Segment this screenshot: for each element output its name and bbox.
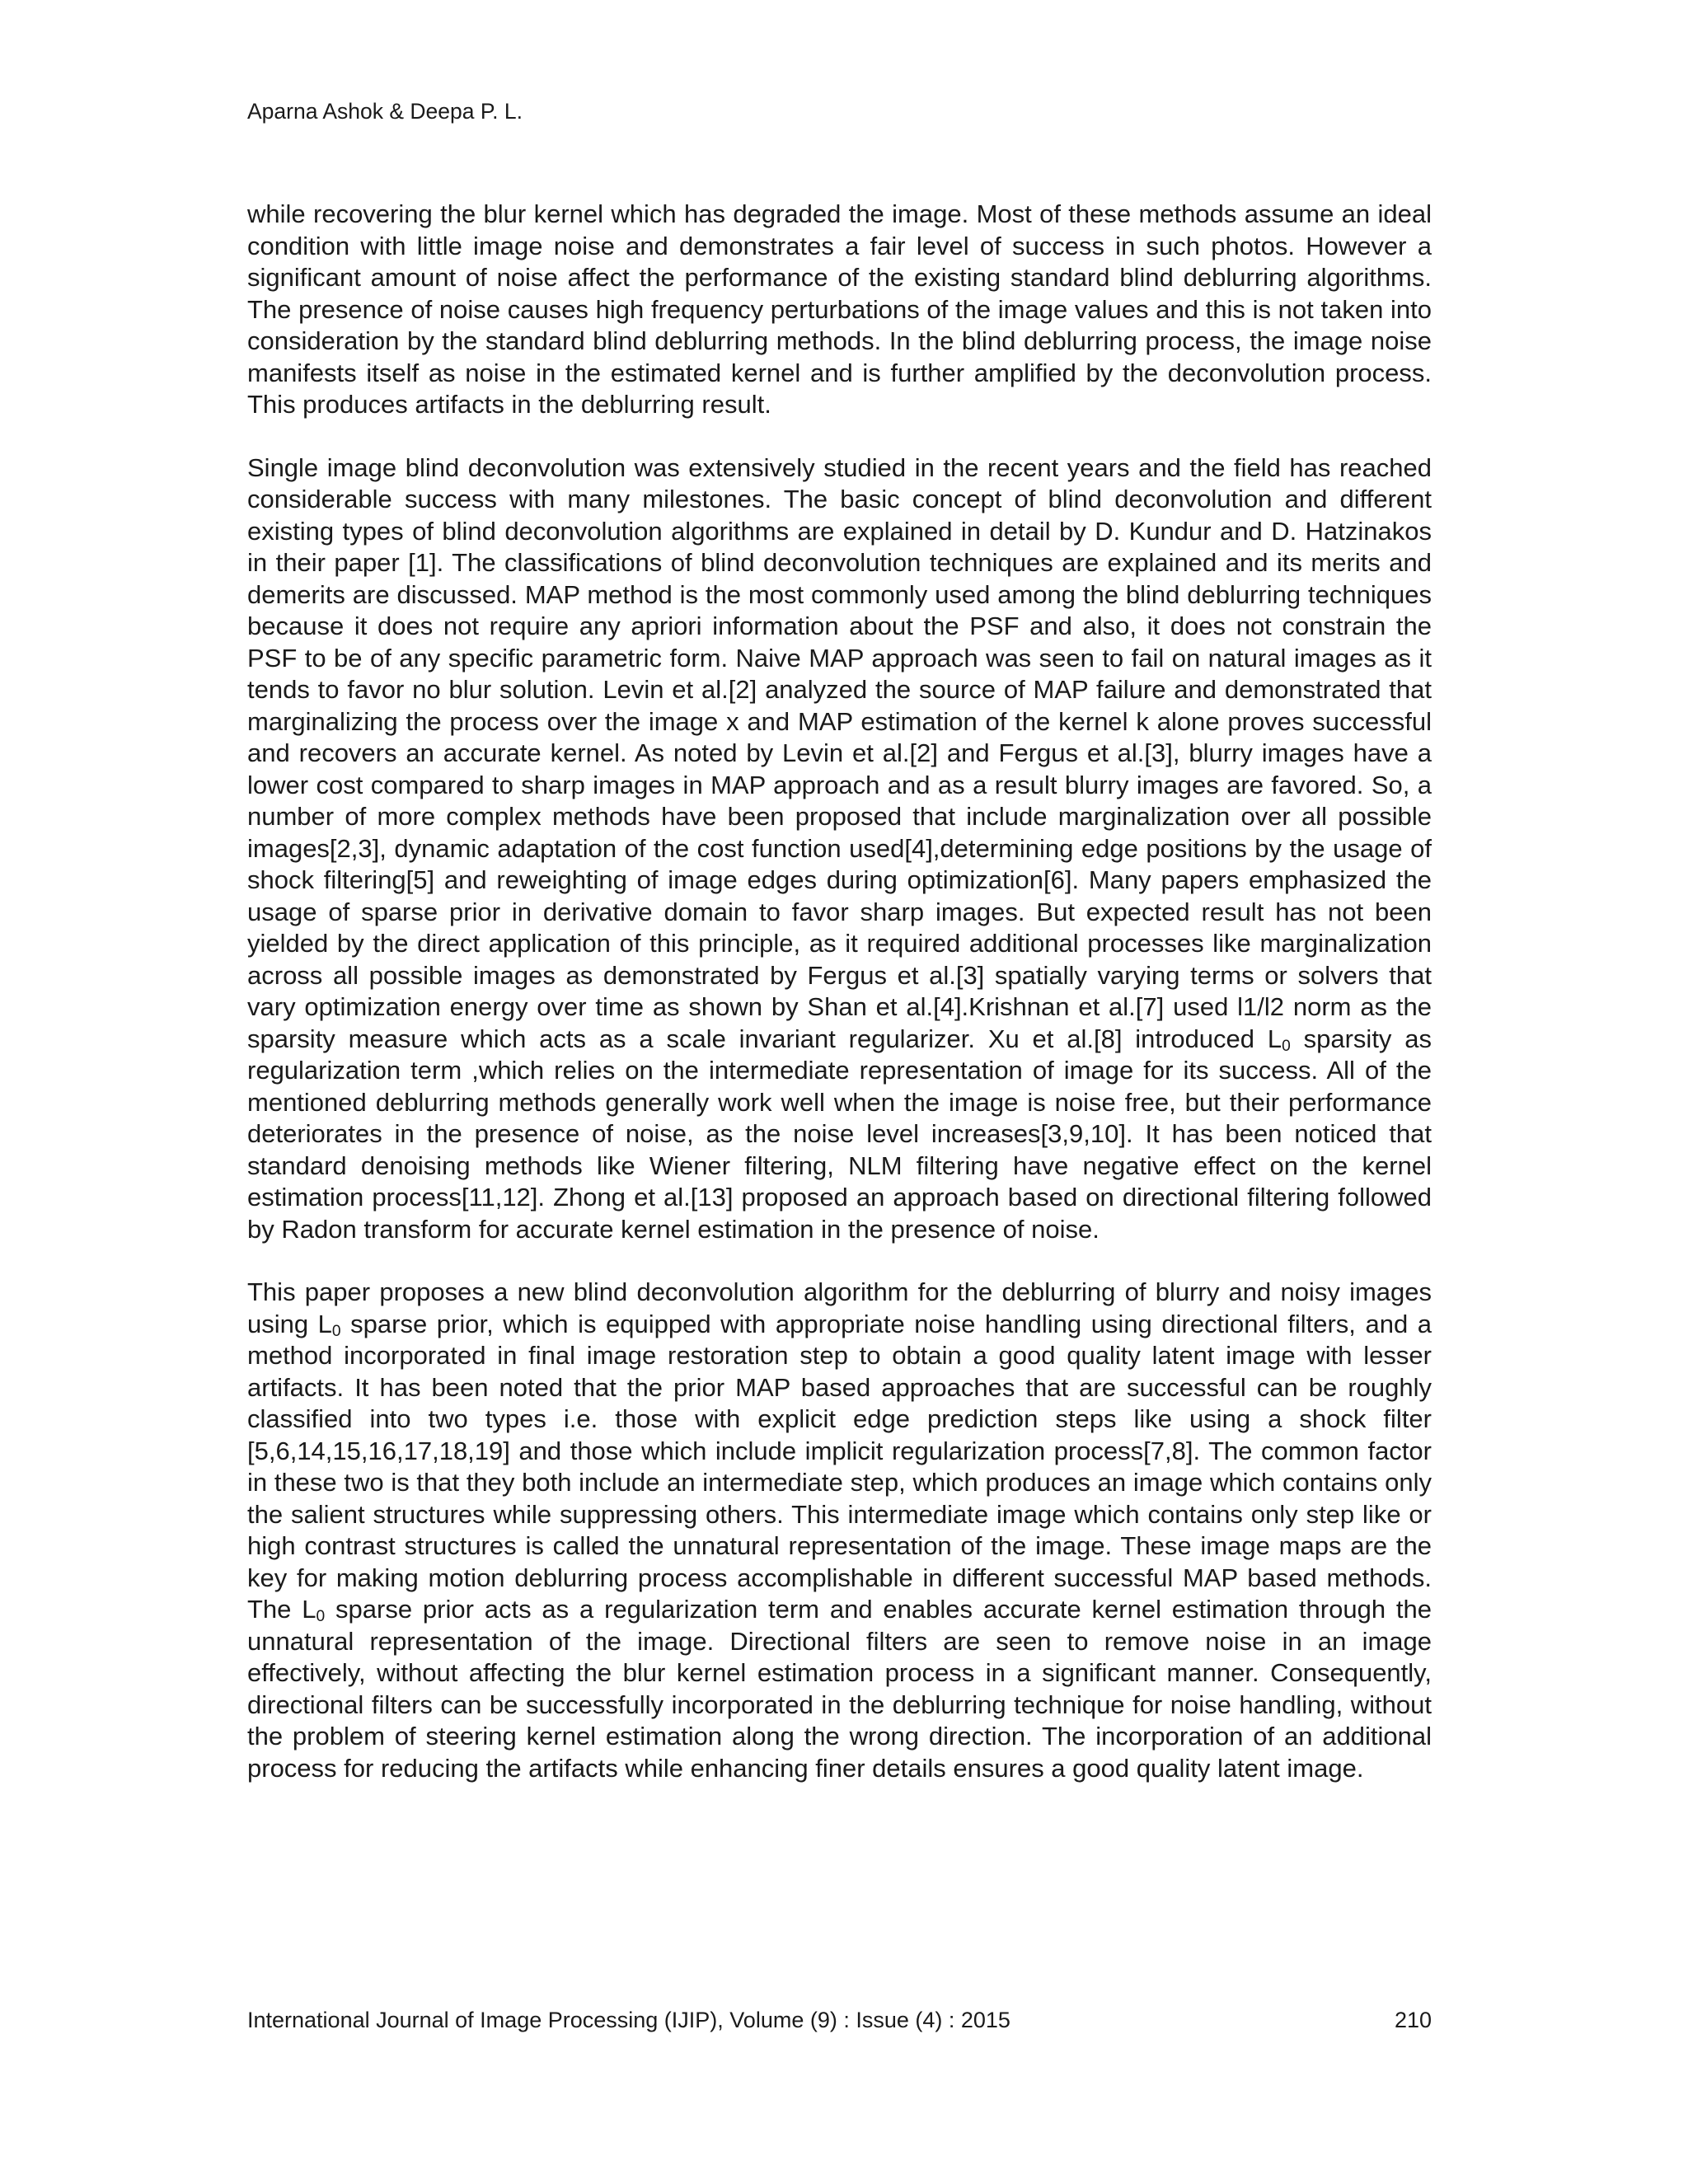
footer-journal: International Journal of Image Processing (IJIP), Volume (9) : Issue (4) : 2015	[247, 2008, 1010, 2032]
footer-page-number: 210	[1394, 2008, 1432, 2032]
paragraph-1-text: while recovering the blur kernel which has degraded the image. Most of these methods assume an ideal condition with little image noise and demonstrates a fair level of success in such photos. However a significant amount of noise affect the performance of the existing standard blind deblurring algorithms. The presence of noise causes high frequency perturbations of the image values and this is not taken into consideration by the standard blind deblurring methods. In the blind deblurring process, the image noise manifests itself as noise in the estimated kernel and is further amplified by the deconvolution process. This produces artifacts in the deblurring result.	[247, 199, 1432, 419]
paragraph-3-text-c: sparse prior acts as a regularization term and enables accurate kernel estimation through the unnatural representation of the image. Directional filters are seen to remove noise in an image effectively, without affecting the blur kernel estimation process in a significant manner. Consequently, directional filters can be successfully incorporated in the deblurring technique for noise handling, without the problem of steering kernel estimation along the wrong direction. The incorporation of an additional process for reducing the artifacts while enhancing finer details ensures a good quality latent image.	[247, 1595, 1432, 1783]
body-text	[247, 199, 1432, 1784]
paragraph-3-subscript-b: 0	[316, 1608, 326, 1626]
paragraph-3	[247, 1277, 1432, 1784]
running-head-authors: Aparna Ashok & Deepa P. L.	[247, 99, 523, 124]
paragraph-2-text-b: sparsity as regularization term ,which relies on the intermediate representation of image for its success. All of the mentioned deblurring methods generally work well when the image is noise free, but their performance deteriorates in the presence of noise, as the noise level increases[3,9,10]. It has been noticed that standard denoising methods like Wiener filtering, NLM filtering have negative effect on the kernel estimation process[11,12]. Zhong et al.[13] proposed an approach based on directional filtering followed by Radon transform for accurate kernel estimation in the presence of noise.	[247, 1024, 1432, 1244]
paragraph-1	[247, 199, 1432, 421]
paragraph-3-text-a: This paper proposes a new blind deconvolution algorithm for the deblurring of blurry and noisy images using L	[247, 1277, 1432, 1338]
paragraph-2-text-a: Single image blind deconvolution was extensively studied in the recent years and the field has reached considerable success with many milestones. The basic concept of blind deconvolution and different existing types of blind deconvolution algorithms are explained in detail by D. Kundur and D. Hatzinakos in their paper [1]. The classifications of blind deconvolution techniques are explained and its merits and demerits are discussed. MAP method is the most commonly used among the blind deblurring techniques because it does not require any apriori information about the PSF and also, it does not constrain the PSF to be of any specific parametric form. Naive MAP approach was seen to fail on natural images as it tends to favor no blur solution. Levin et al.[2] analyzed the source of MAP failure and demonstrated that marginalizing the process over the image x and MAP estimation of the kernel k alone proves successful and recovers an accurate kernel. As noted by Levin et al.[2] and Fergus et al.[3], blurry images have a lower cost compared to sharp images in MAP approach and as a result blurry images are favored. So, a number of more complex methods have been proposed that include marginalization over all possible images[2,3], dynamic adaptation of the cost function used[4],determining edge positions by the usage of shock filtering[5] and reweighting of image edges during optimization[6]. Many papers emphasized the usage of sparse prior in derivative domain to favor sharp images. But expected result has not been yielded by the direct application of this principle, as it required additional processes like marginalization across all possible images as demonstrated by Fergus et al.[3] spatially varying terms or solvers that vary optimization energy over time as shown by Shan et al.[4].Krishnan et al.[7] used l1/l2 norm as the sparsity measure which acts as a scale invariant regularizer. Xu et al.[8] introduced L	[247, 452, 1432, 1053]
paragraph-2-subscript: 0	[1282, 1037, 1291, 1055]
paragraph-2	[247, 452, 1432, 1246]
paragraph-3-subscript-a: 0	[331, 1322, 341, 1340]
paragraph-3-text-b: sparse prior, which is equipped with appropriate noise handling using directional filters, and a method incorporated in final image restoration step to obtain a good quality latent image with lesser artifacts. It has been noted that the prior MAP based approaches that are successful can be roughly classified into two types i.e. those with explicit edge prediction steps like using a shock filter [5,6,14,15,16,17,18,19] and those which include implicit regularization process[7,8]. The common factor in these two is that they both include an intermediate step, which produces an image which contains only the salient structures while suppressing others. This intermediate image which contains only step like or high contrast structures is called the unnatural representation of the image. These image maps are the key for making motion deblurring process accomplishable in different successful MAP based methods. The L	[247, 1309, 1432, 1624]
page-footer	[247, 2009, 1432, 2032]
